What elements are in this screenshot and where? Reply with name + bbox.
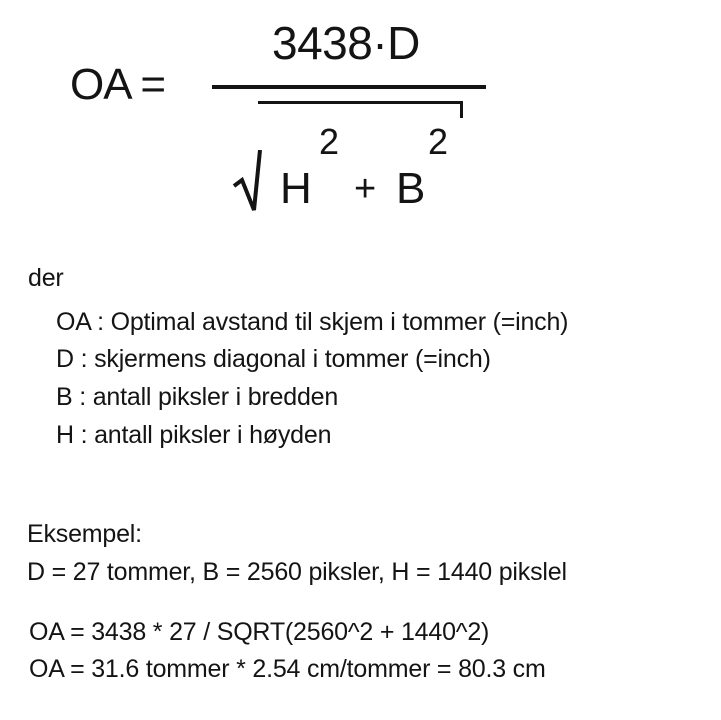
example-calculation-step-2: OA = 31.6 tommer * 2.54 cm/tommer = 80.3 cm bbox=[29, 655, 546, 683]
definitions-intro: der bbox=[28, 264, 64, 292]
formula-term-b: B bbox=[396, 164, 426, 213]
definition-d: D : skjermens diagonal i tommer (=inch) bbox=[56, 345, 491, 373]
definition-oa: OA : Optimal avstand til skjem i tommer (=inch) bbox=[56, 308, 569, 336]
fraction-bar bbox=[212, 85, 486, 89]
formula-lhs: OA = bbox=[70, 60, 166, 109]
radical-overline bbox=[258, 101, 463, 104]
formula-exponent-h: 2 bbox=[319, 121, 340, 162]
example-calculation-step-1: OA = 3438 * 27 / SQRT(2560^2 + 1440^2) bbox=[29, 618, 490, 646]
formula-numerator: 3438·D bbox=[272, 17, 420, 69]
definition-b: B : antall piksler i bredden bbox=[56, 383, 339, 411]
radical-end-tick bbox=[460, 101, 463, 118]
sqrt-icon bbox=[232, 150, 272, 212]
formula-exponent-b: 2 bbox=[428, 121, 449, 162]
example-heading: Eksempel: bbox=[27, 520, 142, 548]
formula-plus: + bbox=[354, 168, 377, 210]
definition-h: H : antall piksler i høyden bbox=[56, 421, 332, 449]
formula-term-h: H bbox=[280, 164, 312, 213]
example-values: D = 27 tommer, B = 2560 piksler, H = 1440 pikslel bbox=[27, 558, 567, 586]
